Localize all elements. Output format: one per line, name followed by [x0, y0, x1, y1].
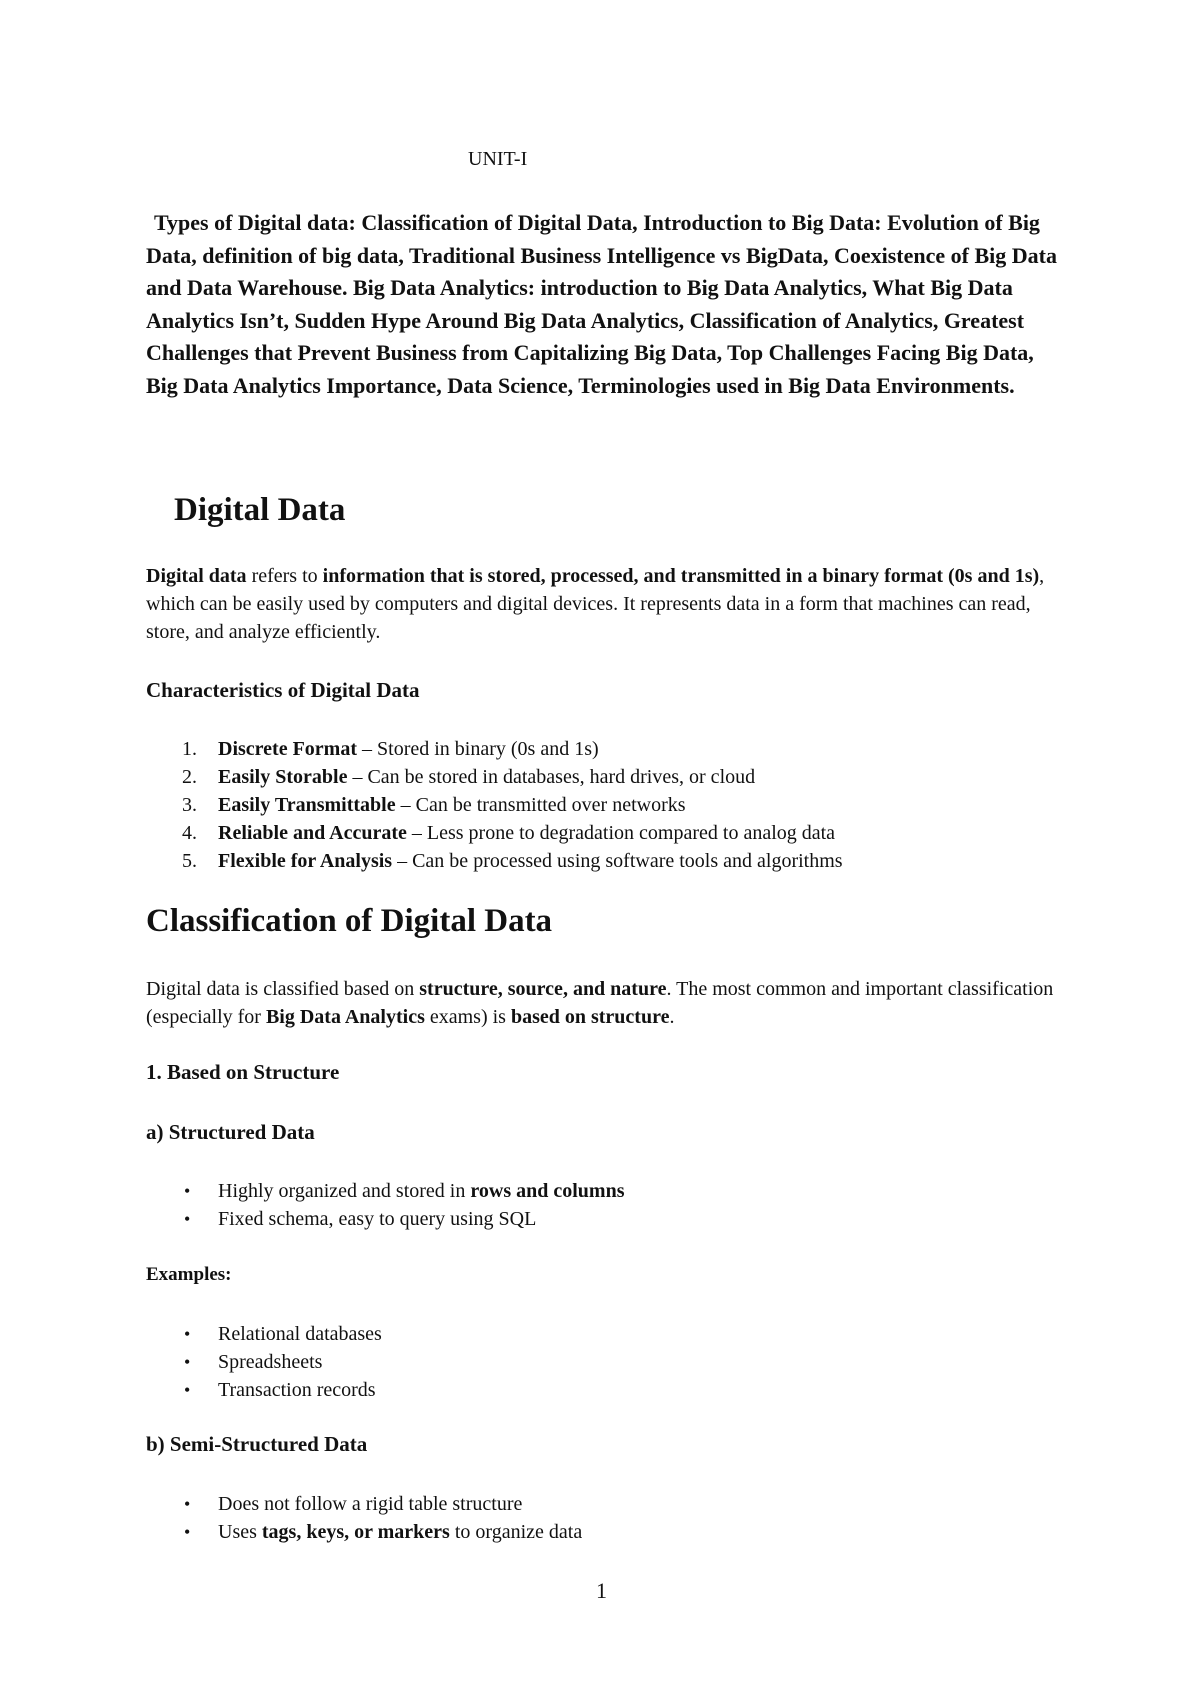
- syllabus-paragraph: Types of Digital data: Classification of Digital Data, Introduction to Big Data: Evolution of Big Data, definition of big data, Traditional Business Intelligence vs BigData, Coexistence of Big Data and Data Warehouse. Big Data Analytics: introduction to Big Data Analytics, What Big Data Analytics Isn’t, Sudden Hype Around Big Data Analytics, Classification of Analytics, Greatest Challenges that Prevent Business from Capitalizing Big Data, Top Challenges Facing Big Data, Big Data Analytics Importance, Data Science, Terminologies used in Big Data Environments.: [146, 210, 1057, 398]
- intro-text-3: exams) is: [424, 1006, 511, 1028]
- item-term: Flexible for Analysis: [218, 850, 393, 872]
- item-desc: – Less prone to degradation compared to analog data: [406, 822, 836, 844]
- item-number: 5.: [182, 850, 197, 872]
- list-item: [146, 1205, 624, 1233]
- item-after: to organize data: [449, 1521, 583, 1543]
- list-item: [146, 819, 843, 847]
- heading-classification: Classification of Digital Data: [146, 903, 553, 939]
- heading-structured-data: a) Structured Data: [146, 1120, 315, 1144]
- item-term: Reliable and Accurate: [218, 822, 407, 844]
- structured-bullets: [146, 1177, 624, 1233]
- heading-semi-structured-data: b) Semi-Structured Data: [146, 1432, 368, 1456]
- item-text: Relational databases: [218, 1323, 382, 1345]
- list-item: [146, 1376, 382, 1404]
- classification-intro: [146, 975, 1066, 1031]
- intro-text-2: . The most common and important classification (especially for: [146, 978, 1054, 1028]
- intro-bold-2: Big Data Analytics: [265, 1006, 425, 1028]
- list-item: [146, 735, 843, 763]
- list-item: [146, 791, 843, 819]
- heading-examples: Examples:: [146, 1264, 232, 1285]
- item-bold: tags, keys, or markers: [261, 1521, 450, 1543]
- item-text: Does not follow a rigid table structure: [218, 1493, 523, 1515]
- item-text: Highly organized and stored in: [218, 1180, 471, 1202]
- item-number: 2.: [182, 766, 197, 788]
- examples-bullets: [146, 1320, 382, 1404]
- list-item: [146, 1177, 624, 1205]
- item-text: Spreadsheets: [218, 1351, 323, 1373]
- item-number: 1.: [182, 738, 197, 760]
- heading-based-on-structure: 1. Based on Structure: [146, 1060, 340, 1084]
- item-term: Easily Storable: [218, 766, 348, 788]
- characteristics-list: [146, 735, 843, 875]
- bullet-icon: •: [184, 1522, 191, 1542]
- bullet-icon: •: [184, 1494, 191, 1514]
- bullet-icon: •: [184, 1209, 191, 1229]
- item-term: Discrete Format: [218, 738, 358, 760]
- item-desc: – Stored in binary (0s and 1s): [357, 738, 599, 760]
- bullet-icon: •: [184, 1352, 191, 1372]
- item-text: Transaction records: [218, 1379, 376, 1401]
- item-term: Easily Transmittable: [218, 794, 396, 816]
- digital-data-definition: [146, 562, 1066, 646]
- item-desc: – Can be stored in databases, hard drives, or cloud: [347, 766, 756, 788]
- heading-characteristics: Characteristics of Digital Data: [146, 678, 420, 702]
- item-number: 4.: [182, 822, 197, 844]
- list-item: [146, 1490, 582, 1518]
- item-text: Fixed schema, easy to query using SQL: [218, 1208, 537, 1230]
- bullet-icon: •: [184, 1181, 191, 1201]
- item-desc: – Can be processed using software tools and algorithms: [392, 850, 843, 872]
- page-number: 1: [596, 1578, 607, 1603]
- intro-text-4: .: [669, 1006, 675, 1028]
- intro-text-1: Digital data is classified based on: [146, 978, 420, 1000]
- definition-text-2: , which can be easily used by computers and digital devices. It represents data in a form that machines can read, store, and analyze efficiently.: [146, 565, 1045, 643]
- list-item: [146, 763, 843, 791]
- semi-structured-bullets: [146, 1490, 582, 1546]
- item-number: 3.: [182, 794, 197, 816]
- intro-bold-3: based on structure: [510, 1006, 670, 1028]
- item-bold: rows and columns: [470, 1180, 625, 1202]
- item-text: Uses: [218, 1521, 262, 1543]
- list-item: [146, 1518, 582, 1546]
- list-item: [146, 1320, 382, 1348]
- definition-bold: information that is stored, processed, and transmitted in a binary format (0s and 1s): [322, 565, 1040, 587]
- bullet-icon: •: [184, 1380, 191, 1400]
- heading-digital-data: Digital Data: [174, 492, 346, 528]
- unit-title: UNIT-I: [468, 148, 528, 170]
- definition-term: Digital data: [146, 565, 247, 587]
- definition-text-1: refers to: [246, 565, 323, 587]
- bullet-icon: •: [184, 1324, 191, 1344]
- list-item: [146, 847, 843, 875]
- list-item: [146, 1348, 382, 1376]
- item-desc: – Can be transmitted over networks: [395, 794, 686, 816]
- intro-bold-1: structure, source, and nature: [419, 978, 667, 1000]
